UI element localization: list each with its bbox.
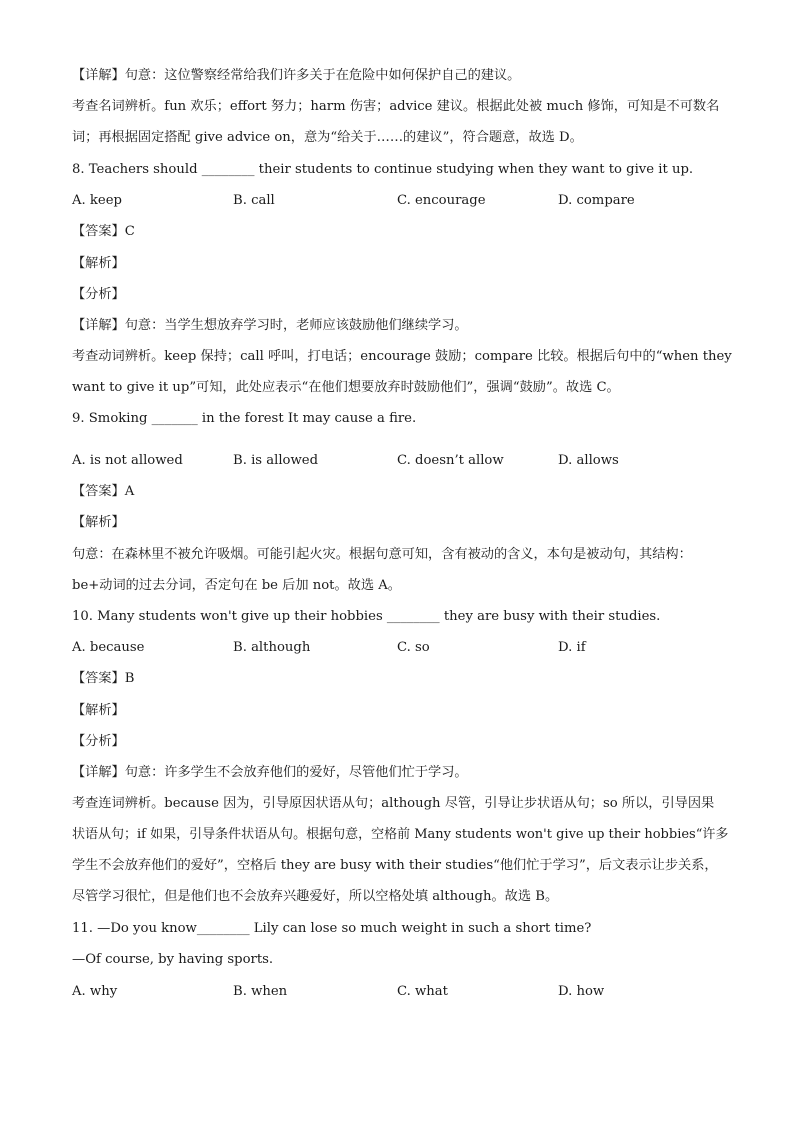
q9-option-a: A. is not allowed	[72, 453, 183, 468]
q11-option-c: C. what	[397, 984, 448, 999]
text-line: —Of course, by having sports.	[72, 952, 274, 967]
q8-option-c: C. encourage	[397, 193, 486, 208]
text-line: be+动词的过去分词，否定句在 be 后加 not。故选 A。	[72, 578, 401, 593]
question-11: 11. —Do you know________ Lily can lose so much weight in such a short time?	[72, 921, 592, 936]
analysis-label: 【解析】	[72, 703, 125, 718]
q10-option-d: D. if	[558, 640, 586, 655]
text-line: 词；再根据固定搭配 give advice on，意为“给关于……的建议”，符合题意，故选 D。	[72, 130, 583, 145]
question-9: 9. Smoking _______ in the forest It may cause a fire.	[72, 411, 417, 426]
analysis-label: 【解析】	[72, 515, 125, 530]
text-line: 【详解】句意：这位警察经常给我们许多关于在危险中如何保护自己的建议。	[72, 68, 521, 83]
question-10: 10. Many students won't give up their hobbies ________ they are busy with their studies.	[72, 609, 661, 624]
answer-label: 【答案】A	[72, 484, 135, 499]
text-line: 句意：在森林里不被允许吸烟。可能引起火灾。根据句意可知，含有被动的含义，本句是被动句，其结构：	[72, 547, 692, 562]
q11-option-b: B. when	[233, 984, 288, 999]
q8-option-a: A. keep	[72, 193, 122, 208]
answer-label: 【答案】C	[72, 224, 135, 239]
q9-option-b: B. is allowed	[233, 453, 319, 468]
text-line: 考查名词辨析。fun 欢乐；effort 努力；harm 伤害；advice 建议。根据此处被 much 修饰，可知是不可数名	[72, 99, 720, 114]
q10-option-a: A. because	[72, 640, 145, 655]
q8-option-b: B. call	[233, 193, 275, 208]
text-line: 考查连词辨析。because 因为，引导原因状语从句；although 尽管，引导让步状语从句；so 所以，引导因果	[72, 796, 715, 811]
text-line: 【详解】句意：当学生想放弃学习时，老师应该鼓励他们继续学习。	[72, 318, 468, 333]
answer-label: 【答案】B	[72, 671, 135, 686]
analysis-label: 【分析】	[72, 734, 125, 749]
text-line: 【详解】句意：许多学生不会放弃他们的爱好，尽管他们忙于学习。	[72, 765, 468, 780]
text-line: 考查动词辨析。keep 保持；call 呼叫，打电话；encourage 鼓励；compare 比较。根据后句中的“when they	[72, 349, 732, 364]
q9-option-c: C. doesn’t allow	[397, 453, 504, 468]
q10-option-c: C. so	[397, 640, 430, 655]
text-line: 学生不会放弃他们的爱好”，空格后 they are busy with their studies“他们忙于学习”，后文表示让步关系，	[72, 858, 718, 873]
text-line: want to give it up”可知，此处应表示“在他们想要放弃时鼓励他们”，强调“鼓励”。故选 C。	[72, 380, 620, 395]
q9-option-d: D. allows	[558, 453, 619, 468]
q8-option-d: D. compare	[558, 193, 635, 208]
analysis-label: 【解析】	[72, 256, 125, 271]
question-8: 8. Teachers should ________ their students to continue studying when they want to give it up.	[72, 162, 694, 177]
q11-option-d: D. how	[558, 984, 605, 999]
text-line: 状语从句；if 如果，引导条件状语从句。根据句意，空格前 Many students won't give up their hobbies“许多	[72, 827, 729, 842]
analysis-label: 【分析】	[72, 287, 125, 302]
q10-option-b: B. although	[233, 640, 311, 655]
q11-option-a: A. why	[72, 984, 118, 999]
text-line: 尽管学习很忙，但是他们也不会放弃兴趣爱好，所以空格处填 although。故选 B。	[72, 889, 559, 904]
